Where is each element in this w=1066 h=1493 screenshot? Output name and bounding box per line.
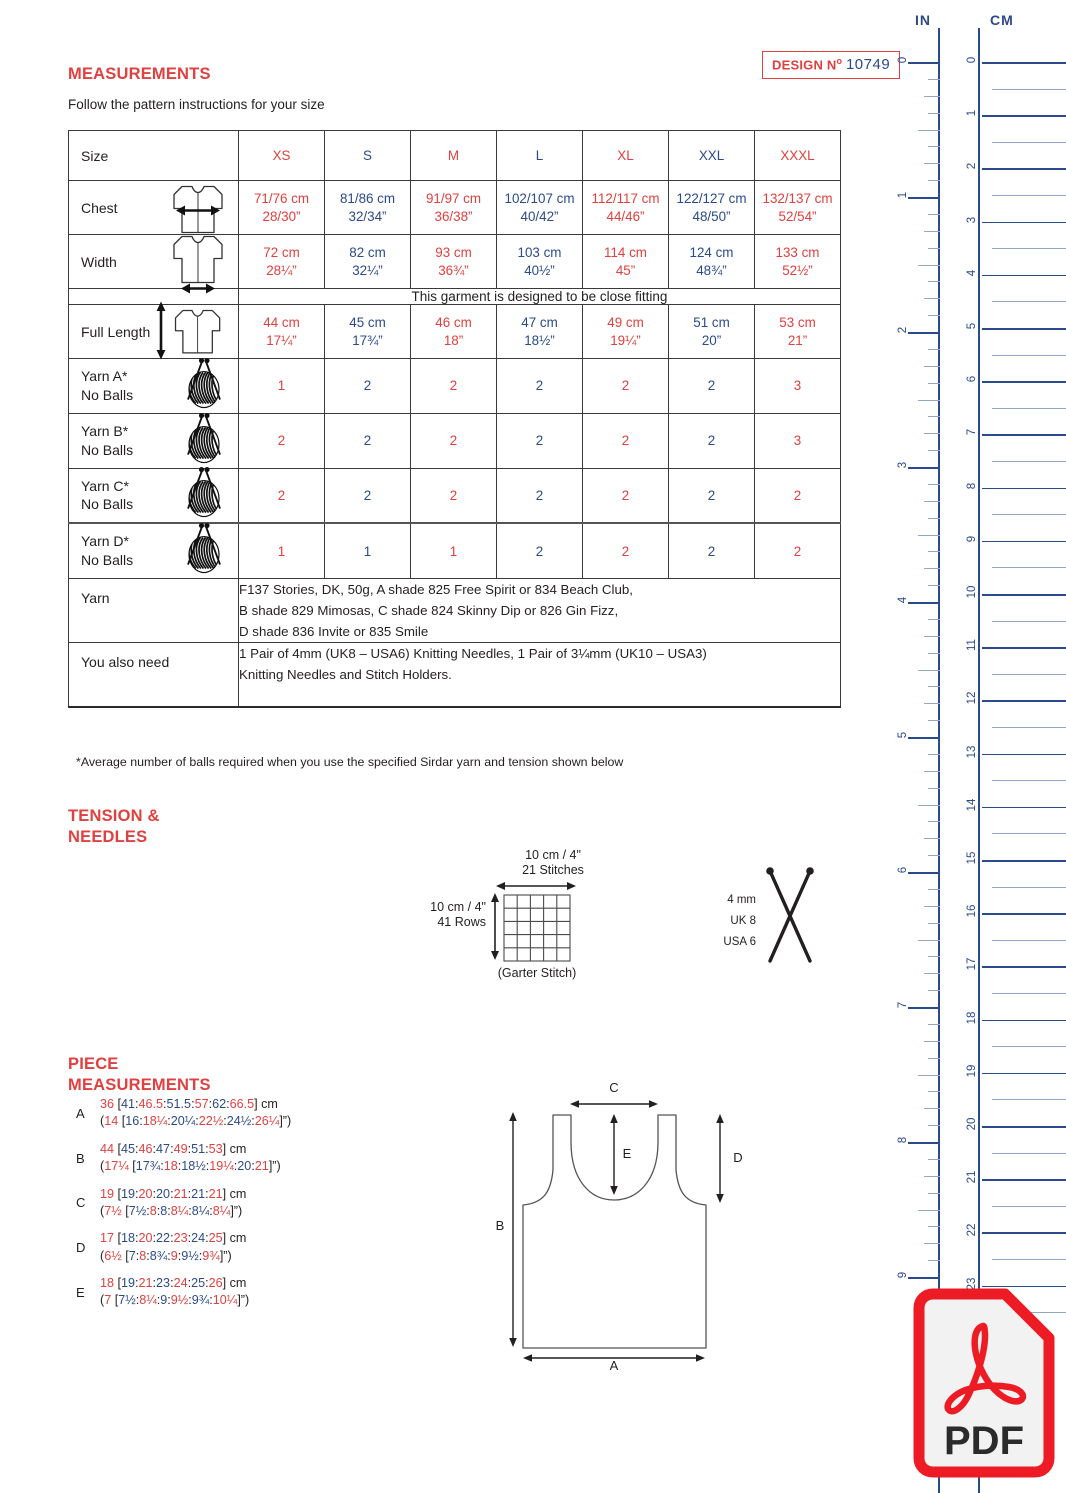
cell-yarnc-xxxl: 2	[755, 468, 841, 523]
ruler-cm-axis	[978, 28, 980, 1493]
table-row	[69, 468, 841, 523]
ruler-cm-tick	[982, 62, 1066, 64]
ruler-in-tick	[908, 197, 940, 199]
ruler-cm-tick	[982, 115, 1066, 117]
piece-values-c: 19 [19:20:20:21:21:21] cm (7½ [7½:8:8:8¼:8¼:8¼]”)	[100, 1186, 247, 1218]
ruler-in-minor-tick	[918, 400, 940, 401]
svg-text:A: A	[609, 1358, 619, 1370]
ruler-cm-minor-tick	[992, 780, 1066, 781]
ruler-cm-minor-tick	[992, 1153, 1066, 1154]
yarn-ball-icon	[180, 521, 230, 582]
cell-yarnd-xl: 2	[583, 523, 669, 578]
piece-measurement-e	[76, 1275, 416, 1310]
fit-note: This garment is designed to be close fitting	[239, 289, 841, 305]
ruler-in-minor-tick	[928, 551, 940, 552]
piece-values-d: 17 [18:20:22:23:24:25] cm (6½ [7:8:8¾:9:9½:9¾]”)	[100, 1231, 247, 1263]
svg-text:USA 6: USA 6	[723, 936, 756, 948]
ruler-in-minor-tick	[928, 855, 940, 856]
row-label-width: Width	[69, 235, 239, 289]
piece-measurement-b	[76, 1141, 416, 1176]
ruler-in-minor-tick	[918, 940, 940, 941]
cell-full-length-xs: 44 cm 17¼”	[239, 305, 325, 359]
ruler-in-minor-tick	[928, 484, 940, 485]
ruler-in-tick-label: 5	[897, 731, 909, 739]
yarn-info-row	[69, 579, 841, 643]
cell-chest-s: 81/86 cm 32/34”	[325, 181, 411, 235]
cell-full-length-l: 47 cm 18½”	[497, 305, 583, 359]
piece-values-b: 44 [45:46:47:49:51:53] cm (17¼ [17¾:18:18½:19¼:20:21]”)	[100, 1141, 281, 1174]
ruler-cm-tick	[982, 860, 1066, 862]
ruler-in-minor-tick	[918, 1075, 940, 1076]
cell-yarnb-xs: 2	[239, 413, 325, 468]
ruler-in-minor-tick	[928, 754, 940, 755]
ruler-cm-minor-tick	[992, 1259, 1066, 1260]
size-header-m: M	[411, 131, 497, 181]
ruler-in-label: IN	[915, 12, 931, 28]
cell-chest-m: 91/97 cm 36/38”	[411, 181, 497, 235]
size-header-xl: XL	[583, 131, 669, 181]
ruler-cm-minor-tick	[992, 408, 1066, 409]
ruler-in-minor-tick	[924, 298, 940, 299]
svg-text:21 Stitches: 21 Stitches	[522, 863, 584, 877]
piece-measurement-c	[76, 1186, 416, 1221]
ruler-cm-tick	[982, 913, 1066, 915]
ruler-in-minor-tick	[928, 450, 940, 451]
ruler-cm-minor-tick	[992, 940, 1066, 941]
ruler-in-minor-tick	[928, 1159, 940, 1160]
ruler-cm-tick	[982, 222, 1066, 224]
cell-full-length-xxxl: 53 cm 21”	[755, 305, 841, 359]
ruler-cm-tick	[982, 1179, 1066, 1181]
ruler-in-tick	[908, 332, 940, 334]
ruler-cm-tick	[982, 647, 1066, 649]
ruler-in-minor-tick	[918, 1210, 940, 1211]
ruler-cm-tick	[982, 275, 1066, 277]
piece-letter-e: E	[76, 1284, 85, 1300]
ruler-cm-tick-label: 19	[966, 1064, 978, 1078]
ruler-in-tick	[908, 737, 940, 739]
cell-yarna-m: 2	[411, 359, 497, 414]
ruler-in-minor-tick	[928, 349, 940, 350]
cell-yarna-xxl: 2	[669, 359, 755, 414]
ruler-in-minor-tick	[924, 231, 940, 232]
ruler-in-minor-tick	[928, 315, 940, 316]
ruler-cm-tick-label: 2	[966, 163, 978, 170]
ruler-cm-tick-label: 6	[966, 375, 978, 383]
ruler-cm-tick	[982, 807, 1066, 809]
row-label-yarnd: Yarn D* No Balls	[69, 523, 239, 578]
footnote: *Average number of balls required when you use the specified Sirdar yarn and tension shown below	[76, 755, 624, 769]
yarn-ball-icon	[180, 410, 230, 471]
subtitle: Follow the pattern instructions for your size	[68, 97, 325, 112]
cell-yarnc-xxl: 2	[669, 468, 755, 523]
piece-letter-d: D	[76, 1240, 86, 1256]
row-label-yarnb: Yarn B* No Balls	[69, 413, 239, 468]
garment-diagram	[488, 1070, 778, 1370]
ruler-in-tick-label: 2	[897, 326, 909, 334]
cell-yarnd-xs: 1	[239, 523, 325, 578]
table-header-row	[69, 131, 841, 181]
ruler-cm-tick	[982, 700, 1066, 702]
svg-text:C: C	[609, 1080, 619, 1095]
ruler-cm-tick	[982, 1126, 1066, 1128]
yarn-ball-icon	[180, 465, 230, 526]
size-header-xxxl: XXXL	[755, 131, 841, 181]
yarn-ball-icon	[180, 355, 230, 416]
ruler-in-minor-tick	[928, 146, 940, 147]
ruler-cm-tick	[982, 488, 1066, 490]
ruler-cm-minor-tick	[992, 301, 1066, 302]
cell-yarnb-l: 2	[497, 413, 583, 468]
svg-text:B: B	[495, 1218, 505, 1233]
ruler-cm-minor-tick	[992, 1046, 1066, 1047]
tension-title-line2: NEEDLES	[68, 827, 148, 846]
ruler-cm-tick-label: 15	[966, 851, 978, 865]
ruler-in-tick-label: 1	[897, 191, 909, 199]
ruler-cm-tick-label: 14	[966, 798, 978, 812]
ruler-in-minor-tick	[918, 265, 940, 266]
svg-text:UK 8: UK 8	[730, 915, 756, 927]
ruler-cm-minor-tick	[992, 727, 1066, 728]
ruler-cm-tick	[982, 1020, 1066, 1022]
tension-section-title	[68, 806, 160, 847]
ruler-cm-minor-tick	[992, 674, 1066, 675]
cell-full-length-xxl: 51 cm 20”	[669, 305, 755, 359]
ruler-cm-tick	[982, 1073, 1066, 1075]
ruler-cm-tick-label: 17	[966, 958, 978, 971]
ruler-cm-label: CM	[990, 12, 1014, 28]
ruler-cm-tick	[982, 1232, 1066, 1234]
ruler-in-minor-tick	[924, 501, 940, 502]
ruler-in-minor-tick	[924, 1108, 940, 1109]
ruler-cm-tick	[982, 594, 1066, 596]
design-number: 10749	[845, 56, 891, 74]
tension-diagram	[358, 843, 878, 983]
ruler-cm-tick-label: 11	[966, 639, 978, 652]
ruler-in-minor-tick	[924, 366, 940, 367]
ruler-in-tick-label: 7	[897, 1001, 909, 1009]
ruler-in-minor-tick	[924, 771, 940, 772]
svg-text:10 cm / 4": 10 cm / 4"	[525, 848, 581, 862]
ruler-in-minor-tick	[928, 79, 940, 80]
cell-yarna-l: 2	[497, 359, 583, 414]
ruler-in-minor-tick	[918, 130, 940, 131]
garment-width-icon	[168, 224, 230, 299]
piece-values-e: 18 [19:21:23:24:25:26] cm (7 [7½:8¼:9:9½:9¾:10¼]”)	[100, 1276, 250, 1308]
ruler-in-minor-tick	[928, 619, 940, 620]
ruler-in-minor-tick	[928, 1024, 940, 1025]
cell-yarnb-xxl: 2	[669, 413, 755, 468]
ruler-in-minor-tick	[928, 214, 940, 215]
ruler-in-minor-tick	[924, 1176, 940, 1177]
ruler-in-minor-tick	[928, 1226, 940, 1227]
ruler-cm-minor-tick	[992, 567, 1066, 568]
svg-text:PDF: PDF	[944, 1419, 1024, 1463]
table-row	[69, 235, 841, 289]
cell-yarnc-xl: 2	[583, 468, 669, 523]
ruler-cm-tick-label: 0	[966, 56, 978, 64]
yarn-info-text: F137 Stories, DK, 50g, A shade 825 Free Spirit or 834 Beach Club, B shade 829 Mimosas, C shade 824 Skinny Dip or 826 Gin Fizz, D shade 836 Invite or 835 Smile	[239, 579, 841, 643]
cell-chest-xs: 71/76 cm 28/30”	[239, 181, 325, 235]
size-header-xxl: XXL	[669, 131, 755, 181]
row-label-chest: Chest	[69, 181, 239, 235]
cell-full-length-xl: 49 cm 19¼”	[583, 305, 669, 359]
ruler-cm-tick-label: 9	[966, 535, 978, 542]
svg-text:4 mm: 4 mm	[727, 894, 756, 906]
piece-letter-a: A	[76, 1105, 85, 1121]
ruler-cm-minor-tick	[992, 461, 1066, 462]
ruler-in-tick-label: 3	[897, 461, 909, 469]
ruler-cm-tick-label: 12	[966, 692, 978, 705]
measurements-table	[68, 130, 841, 708]
cell-yarnb-xxxl: 3	[755, 413, 841, 468]
ruler-in-minor-tick	[924, 163, 940, 164]
ruler-cm-tick-label: 8	[966, 482, 978, 489]
ruler-in-minor-tick	[924, 838, 940, 839]
cell-chest-xxl: 122/127 cm 48/50”	[669, 181, 755, 235]
ruler-in-tick	[908, 1007, 940, 1009]
ruler-cm-tick-label: 16	[966, 904, 978, 918]
cell-chest-xl: 112/117 cm 44/46”	[583, 181, 669, 235]
ruler-cm-tick	[982, 541, 1066, 543]
piece-letter-c: C	[76, 1195, 86, 1211]
ruler-in-tick-label: 0	[897, 56, 909, 64]
cell-yarna-xs: 1	[239, 359, 325, 414]
ruler-in-tick	[908, 467, 940, 469]
piece-letter-b: B	[76, 1150, 85, 1166]
ruler-in-minor-tick	[928, 889, 940, 890]
ruler-in-minor-tick	[924, 703, 940, 704]
ruler-cm-tick-label: 23	[966, 1277, 978, 1290]
ruler-in-minor-tick	[928, 1125, 940, 1126]
ruler-cm-minor-tick	[992, 1099, 1066, 1100]
ruler-cm-tick-label: 5	[966, 322, 978, 330]
pdf-badge[interactable]	[905, 1288, 1055, 1478]
cell-yarnc-xs: 2	[239, 468, 325, 523]
cell-yarnd-xxl: 2	[669, 523, 755, 578]
ruler-in-tick	[908, 872, 940, 874]
ruler-in-minor-tick	[928, 1193, 940, 1194]
ruler-in-tick	[908, 1142, 940, 1144]
cell-width-xxl: 124 cm 48¾”	[669, 235, 755, 289]
ruler-in-tick-label: 4	[897, 596, 909, 604]
yarn-info-label: Yarn	[69, 579, 239, 643]
ruler-in-minor-tick	[928, 1058, 940, 1059]
ruler-in-minor-tick	[918, 535, 940, 536]
ruler-cm-tick	[982, 328, 1066, 330]
ruler-cm-tick	[982, 966, 1066, 968]
ruler-cm-tick-label: 10	[966, 585, 978, 599]
size-header-l: L	[497, 131, 583, 181]
piece-values-a: 36 [41:46.5:51.5:57:62:66.5] cm (14 [16:18¼:20¼:22½:24½:26¼]”)	[100, 1097, 292, 1129]
ruler-in-minor-tick	[928, 990, 940, 991]
cell-full-length-m: 46 cm 18”	[411, 305, 497, 359]
ruler-in-minor-tick	[924, 1243, 940, 1244]
piece-title-line2: MEASUREMENTS	[68, 1075, 211, 1094]
ruler-in-minor-tick	[928, 923, 940, 924]
cell-full-length-s: 45 cm 17¾”	[325, 305, 411, 359]
ruler-in-minor-tick	[928, 653, 940, 654]
ruler-cm-tick-label: 22	[966, 1224, 978, 1237]
ruler-in-tick-label: 8	[897, 1136, 909, 1144]
ruler-in-minor-tick	[928, 1091, 940, 1092]
svg-text:10 cm / 4": 10 cm / 4"	[430, 900, 486, 914]
row-label-yarna: Yarn A* No Balls	[69, 359, 239, 414]
ruler-cm-tick	[982, 434, 1066, 436]
ruler-cm-minor-tick	[992, 833, 1066, 834]
ruler-cm-minor-tick	[992, 621, 1066, 622]
ruler-in-tick	[908, 1277, 940, 1279]
ruler-in-minor-tick	[928, 248, 940, 249]
cell-yarnc-s: 2	[325, 468, 411, 523]
ruler	[890, 0, 1066, 1493]
design-ordinal: o	[836, 56, 842, 66]
ruler-in-minor-tick	[928, 821, 940, 822]
ruler-in-tick	[908, 602, 940, 604]
ruler-in-tick-label: 9	[897, 1271, 909, 1279]
ruler-cm-tick-label: 13	[966, 745, 978, 758]
ruler-cm-tick-label: 7	[966, 429, 978, 436]
ruler-cm-tick	[982, 754, 1066, 756]
ruler-cm-minor-tick	[992, 514, 1066, 515]
piece-section-title	[68, 1054, 211, 1095]
piece-measurements-list	[76, 1096, 416, 1320]
ruler-cm-minor-tick	[992, 248, 1066, 249]
ruler-cm-tick-label: 20	[966, 1117, 978, 1131]
svg-text:D: D	[733, 1150, 743, 1165]
table-row	[69, 305, 841, 359]
row-label-yarnc: Yarn C* No Balls	[69, 468, 239, 523]
table-row	[69, 523, 841, 578]
ruler-in-minor-tick	[928, 518, 940, 519]
ruler-cm-minor-tick	[992, 195, 1066, 196]
cell-yarnc-m: 2	[411, 468, 497, 523]
ruler-in-minor-tick	[928, 416, 940, 417]
tension-title-line1: TENSION &	[68, 807, 160, 825]
table-row	[69, 359, 841, 414]
cell-yarnb-s: 2	[325, 413, 411, 468]
also-need-text: 1 Pair of 4mm (UK8 – USA6) Knitting Needles, 1 Pair of 3¼mm (UK10 – USA3) Knitting Needles and Stitch Holders.	[239, 643, 841, 708]
ruler-in-minor-tick	[924, 96, 940, 97]
piece-measurement-d	[76, 1230, 416, 1265]
ruler-in-minor-tick	[924, 973, 940, 974]
cell-width-m: 93 cm 36¾”	[411, 235, 497, 289]
ruler-cm-tick-label: 1	[966, 109, 978, 117]
cell-yarna-xl: 2	[583, 359, 669, 414]
design-label: DESIGN N	[772, 57, 837, 73]
cell-yarnd-xxxl: 2	[755, 523, 841, 578]
ruler-cm-tick-label: 4	[966, 269, 978, 276]
design-number-badge	[762, 51, 900, 79]
cell-yarnc-l: 2	[497, 468, 583, 523]
cell-yarnd-m: 1	[411, 523, 497, 578]
also-need-row	[69, 643, 841, 708]
size-header-xs: XS	[239, 131, 325, 181]
ruler-in-tick-label: 6	[897, 866, 909, 874]
cell-width-xxxl: 133 cm 52½”	[755, 235, 841, 289]
ruler-in-minor-tick	[928, 383, 940, 384]
cell-yarnd-s: 1	[325, 523, 411, 578]
ruler-in-minor-tick	[928, 686, 940, 687]
table-row	[69, 413, 841, 468]
ruler-cm-minor-tick	[992, 1206, 1066, 1207]
ruler-in-minor-tick	[924, 1041, 940, 1042]
svg-text:41 Rows: 41 Rows	[437, 915, 486, 929]
ruler-in-minor-tick	[928, 1260, 940, 1261]
ruler-in-minor-tick	[924, 568, 940, 569]
ruler-in-minor-tick	[924, 433, 940, 434]
ruler-cm-tick-label: 18	[966, 1011, 978, 1024]
row-label-full-length: Full Length	[69, 305, 239, 359]
size-header-s: S	[325, 131, 411, 181]
ruler-cm-minor-tick	[992, 355, 1066, 356]
piece-title-line1: PIECE	[68, 1055, 119, 1073]
piece-measurement-a	[76, 1096, 416, 1131]
ruler-in-minor-tick	[928, 720, 940, 721]
cell-width-l: 103 cm 40½”	[497, 235, 583, 289]
cell-yarnd-l: 2	[497, 523, 583, 578]
ruler-in-minor-tick	[928, 113, 940, 114]
ruler-in-minor-tick	[924, 636, 940, 637]
cell-width-s: 82 cm 32¼”	[325, 235, 411, 289]
cell-yarnb-m: 2	[411, 413, 497, 468]
ruler-in-minor-tick	[918, 670, 940, 671]
svg-text:(Garter Stitch): (Garter Stitch)	[497, 966, 577, 980]
ruler-cm-minor-tick	[992, 993, 1066, 994]
page-title: MEASUREMENTS	[68, 65, 211, 83]
cell-width-xl: 114 cm 45”	[583, 235, 669, 289]
ruler-in-minor-tick	[928, 585, 940, 586]
ruler-in-minor-tick	[928, 956, 940, 957]
size-label: Size	[69, 131, 239, 181]
cell-yarnb-xl: 2	[583, 413, 669, 468]
ruler-in-minor-tick	[928, 281, 940, 282]
cell-yarna-xxxl: 3	[755, 359, 841, 414]
ruler-cm-tick-label: 21	[966, 1170, 978, 1184]
ruler-cm-tick-label: 3	[966, 216, 978, 223]
ruler-cm-minor-tick	[992, 887, 1066, 888]
ruler-cm-minor-tick	[992, 142, 1066, 143]
ruler-cm-minor-tick	[992, 89, 1066, 90]
also-need-label: You also need	[69, 643, 239, 708]
cell-chest-l: 102/107 cm 40/42”	[497, 181, 583, 235]
ruler-in-minor-tick	[924, 906, 940, 907]
cell-chest-xxxl: 132/137 cm 52/54”	[755, 181, 841, 235]
ruler-cm-tick	[982, 168, 1066, 170]
svg-text:E: E	[622, 1146, 632, 1161]
ruler-in-tick	[908, 62, 940, 64]
ruler-in-minor-tick	[918, 805, 940, 806]
ruler-in-minor-tick	[928, 788, 940, 789]
ruler-cm-tick	[982, 381, 1066, 383]
cell-width-xs: 72 cm 28¼”	[239, 235, 325, 289]
ruler-in-minor-tick	[928, 180, 940, 181]
cell-yarna-s: 2	[325, 359, 411, 414]
